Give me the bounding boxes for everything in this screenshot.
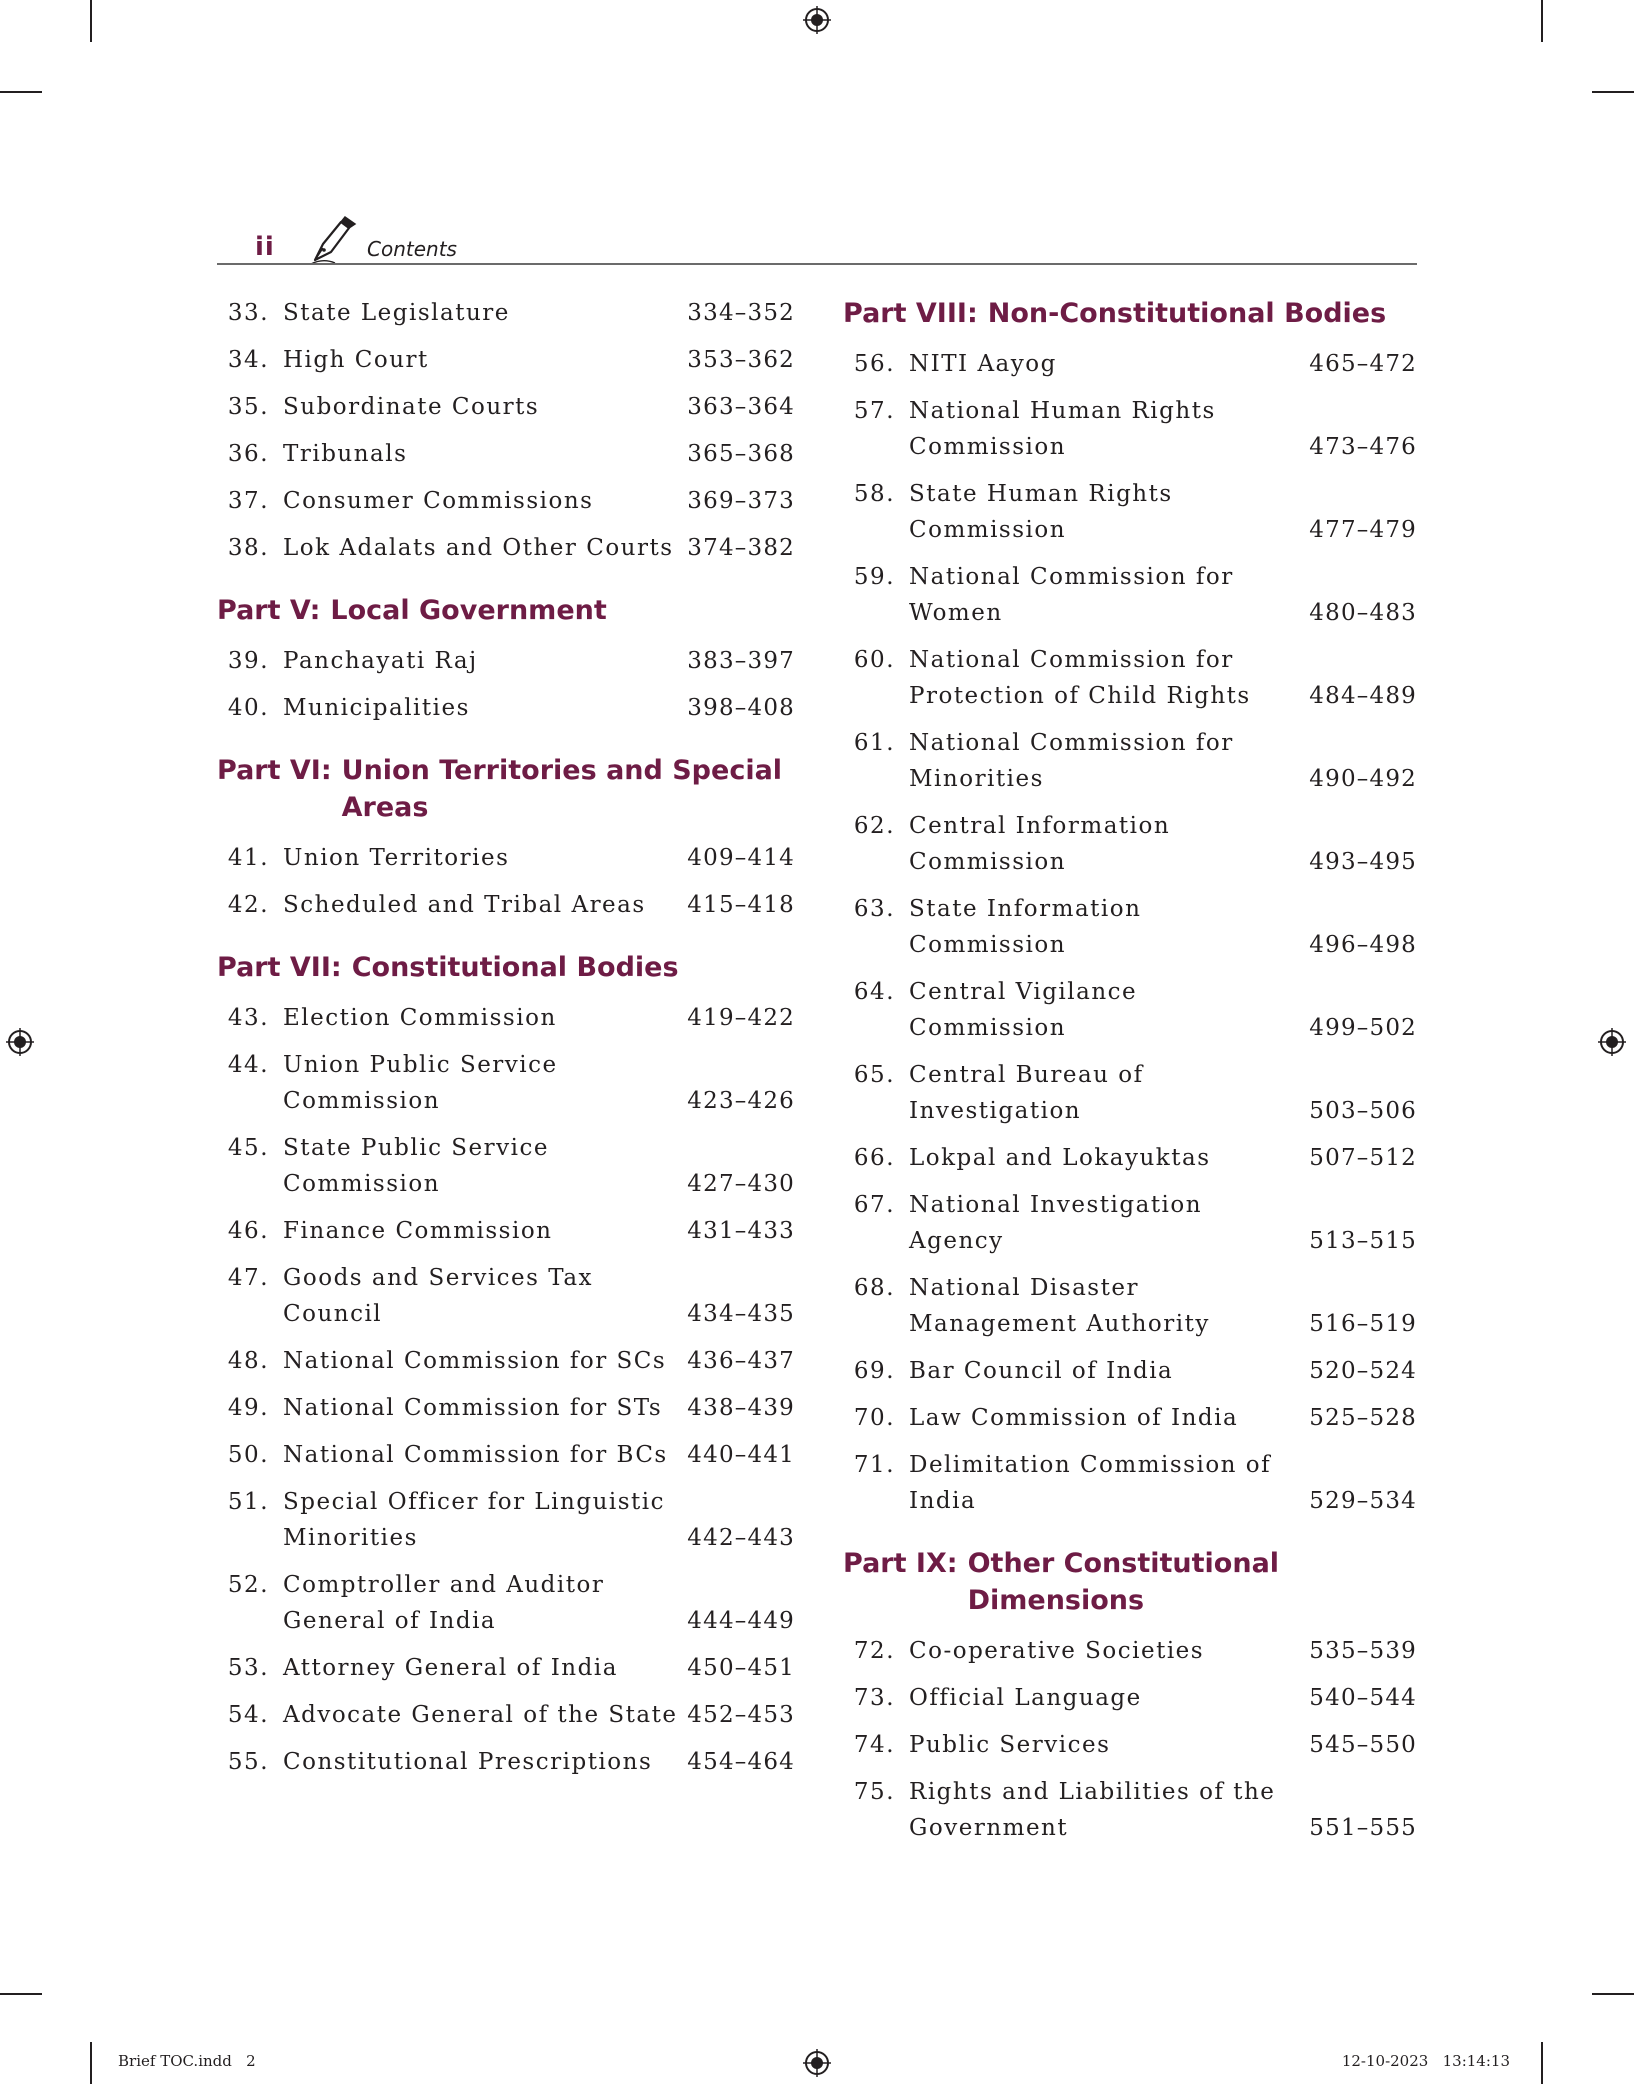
chapter-number: 43. — [227, 1005, 269, 1031]
chapter-number: 62. — [853, 813, 895, 839]
part-title: Constitutional Bodies — [351, 952, 679, 983]
toc-entry[interactable] — [843, 1187, 1417, 1259]
toc-entry[interactable] — [843, 891, 1417, 963]
chapter-number: 70. — [853, 1405, 895, 1431]
chapter-title: Official Language — [909, 1685, 1142, 1711]
chapter-title: Municipalities — [283, 695, 470, 721]
page-range: 535–539 — [1309, 1638, 1417, 1664]
page-range: 398–408 — [687, 695, 795, 721]
running-header — [217, 228, 1417, 264]
chapter-number: 42. — [227, 892, 269, 918]
chapter-number: 61. — [853, 730, 895, 756]
chapter-number: 44. — [227, 1052, 269, 1078]
chapter-number: 71. — [853, 1452, 895, 1478]
chapter-title: Special Officer for Linguistic Minorities — [283, 1489, 666, 1551]
toc-entry[interactable] — [843, 808, 1417, 880]
page-range: 427–430 — [687, 1171, 795, 1197]
registration-mark-icon — [6, 1028, 34, 1056]
toc-entry[interactable] — [217, 1697, 795, 1733]
page-range: 440–441 — [687, 1442, 795, 1468]
chapter-number: 37. — [227, 488, 269, 514]
chapter-title: State Information Commission — [909, 896, 1142, 958]
chapter-number: 67. — [853, 1192, 895, 1218]
toc-entry[interactable] — [843, 1633, 1417, 1669]
toc-entry[interactable] — [843, 1400, 1417, 1436]
page-range: 431–433 — [687, 1218, 795, 1244]
part-label: Part VIII: — [843, 298, 978, 329]
chapter-number: 66. — [853, 1145, 895, 1171]
chapter-title: Rights and Liabilities of the Government — [909, 1779, 1276, 1841]
chapter-title: Central Vigilance Commission — [909, 979, 1138, 1041]
toc-entry[interactable] — [843, 642, 1417, 714]
page-range: 473–476 — [1309, 434, 1417, 460]
page-range: 525–528 — [1309, 1405, 1417, 1431]
chapter-title: Delimitation Commission of India — [909, 1452, 1272, 1514]
chapter-number: 38. — [227, 535, 269, 561]
page-range: 452–453 — [687, 1702, 795, 1728]
chapter-number: 34. — [227, 347, 269, 373]
page-range: 444–449 — [687, 1608, 795, 1634]
page-range: 369–373 — [687, 488, 795, 514]
chapter-number: 72. — [853, 1638, 895, 1664]
toc-entry[interactable] — [843, 725, 1417, 797]
toc-entry[interactable] — [843, 1727, 1417, 1763]
chapter-title: Central Information Commission — [909, 813, 1171, 875]
footer-file-name: Brief TOC.indd 2 — [118, 2052, 256, 2070]
page-range: 374–382 — [687, 535, 795, 561]
page-range: 484–489 — [1309, 683, 1417, 709]
toc-entry[interactable] — [217, 690, 795, 726]
toc-entry[interactable] — [217, 1390, 795, 1426]
chapter-title: National Commission for Protection of Child Rights — [909, 647, 1251, 709]
crop-mark — [0, 91, 42, 93]
page-range: 513–515 — [1309, 1228, 1417, 1254]
chapter-number: 56. — [853, 351, 895, 377]
toc-entry[interactable] — [843, 559, 1417, 631]
toc-entry[interactable] — [217, 1213, 795, 1249]
toc-entry[interactable] — [217, 1343, 795, 1379]
chapter-number: 45. — [227, 1135, 269, 1161]
chapter-title: State Legislature — [283, 300, 510, 326]
toc-entry[interactable] — [217, 1047, 795, 1119]
chapter-title: Law Commission of India — [909, 1405, 1239, 1431]
chapter-number: 53. — [227, 1655, 269, 1681]
toc-entry[interactable] — [843, 393, 1417, 465]
chapter-title: National Commission for STs — [283, 1395, 663, 1421]
toc-entry[interactable] — [217, 1260, 795, 1332]
chapter-number: 59. — [853, 564, 895, 590]
page-range: 477–479 — [1309, 517, 1417, 543]
page-range: 529–534 — [1309, 1488, 1417, 1514]
chapter-title: National Commission for BCs — [283, 1442, 668, 1468]
toc-entry[interactable] — [217, 643, 795, 679]
chapter-number: 36. — [227, 441, 269, 467]
page-range: 419–422 — [687, 1005, 795, 1031]
chapter-title: NITI Aayog — [909, 351, 1057, 377]
chapter-number: 35. — [227, 394, 269, 420]
chapter-number: 33. — [227, 300, 269, 326]
page-range: 516–519 — [1309, 1311, 1417, 1337]
chapter-title: National Investigation Agency — [909, 1192, 1203, 1254]
toc-entry[interactable] — [843, 1774, 1417, 1846]
chapter-number: 39. — [227, 648, 269, 674]
chapter-title: Attorney General of India — [283, 1655, 618, 1681]
page-number: ii — [255, 232, 275, 262]
chapter-number: 69. — [853, 1358, 895, 1384]
page-range: 503–506 — [1309, 1098, 1417, 1124]
chapter-title: Election Commission — [283, 1005, 557, 1031]
crop-mark — [1592, 91, 1634, 93]
chapter-title: Lokpal and Lokayuktas — [909, 1145, 1211, 1171]
page-range: 490–492 — [1309, 766, 1417, 792]
toc-entry[interactable] — [217, 342, 795, 378]
chapter-title: Advocate General of the State — [283, 1702, 678, 1728]
chapter-title: National Commission for SCs — [283, 1348, 667, 1374]
chapter-number: 68. — [853, 1275, 895, 1301]
page-range: 423–426 — [687, 1088, 795, 1114]
chapter-title: Union Territories — [283, 845, 510, 871]
crop-mark — [0, 1993, 42, 1995]
chapter-title: Panchayati Raj — [283, 648, 478, 674]
toc-entry[interactable] — [217, 483, 795, 519]
chapter-title: Constitutional Prescriptions — [283, 1749, 653, 1775]
part-label: Part V: — [217, 595, 321, 626]
page-range: 438–439 — [687, 1395, 795, 1421]
chapter-title: National Human Rights Commission — [909, 398, 1216, 460]
part-heading — [843, 295, 1417, 332]
page-range: 507–512 — [1309, 1145, 1417, 1171]
chapter-title: National Disaster Management Authority — [909, 1275, 1210, 1337]
toc-left-column — [217, 295, 795, 1791]
chapter-title: Comptroller and Auditor General of India — [283, 1572, 605, 1634]
chapter-title: State Human Rights Commission — [909, 481, 1173, 543]
page-range: 499–502 — [1309, 1015, 1417, 1041]
chapter-title: Public Services — [909, 1732, 1111, 1758]
page-range: 365–368 — [687, 441, 795, 467]
crop-mark — [90, 0, 92, 42]
chapter-title: Finance Commission — [283, 1218, 553, 1244]
chapter-title: Co-operative Societies — [909, 1638, 1205, 1664]
toc-entry[interactable] — [843, 1680, 1417, 1716]
chapter-title: High Court — [283, 347, 429, 373]
toc-entry[interactable] — [217, 1484, 795, 1556]
page-range: 454–464 — [687, 1749, 795, 1775]
chapter-number: 46. — [227, 1218, 269, 1244]
chapter-number: 74. — [853, 1732, 895, 1758]
page-range: 409–414 — [687, 845, 795, 871]
toc-entry[interactable] — [217, 530, 795, 566]
toc-entry[interactable] — [843, 1140, 1417, 1176]
chapter-title: Tribunals — [283, 441, 408, 467]
page-range: 436–437 — [687, 1348, 795, 1374]
page-range: 442–443 — [687, 1525, 795, 1551]
chapter-number: 50. — [227, 1442, 269, 1468]
part-label: Part VII: — [217, 952, 342, 983]
part-title: Local Government — [330, 595, 607, 626]
chapter-number: 47. — [227, 1265, 269, 1291]
toc-entry[interactable] — [843, 476, 1417, 548]
part-label: Part VI: — [217, 755, 332, 786]
chapter-number: 60. — [853, 647, 895, 673]
page-range: 520–524 — [1309, 1358, 1417, 1384]
header-rule — [217, 263, 1417, 265]
page-range: 496–498 — [1309, 932, 1417, 958]
page-range: 434–435 — [687, 1301, 795, 1327]
toc-entry[interactable] — [217, 295, 795, 331]
part-label: Part IX: — [843, 1548, 958, 1579]
part-heading — [843, 1545, 1417, 1619]
chapter-title: National Commission for Minorities — [909, 730, 1234, 792]
toc-entry[interactable] — [217, 1744, 795, 1780]
chapter-number: 40. — [227, 695, 269, 721]
page-range: 353–362 — [687, 347, 795, 373]
page-range: 493–495 — [1309, 849, 1417, 875]
chapter-title: Bar Council of India — [909, 1358, 1174, 1384]
page-range: 363–364 — [687, 394, 795, 420]
chapter-number: 41. — [227, 845, 269, 871]
page-range: 415–418 — [687, 892, 795, 918]
chapter-title: Subordinate Courts — [283, 394, 540, 420]
toc-entry[interactable] — [843, 1057, 1417, 1129]
page-range: 551–555 — [1309, 1815, 1417, 1841]
page-range: 334–352 — [687, 300, 795, 326]
page-range: 480–483 — [1309, 600, 1417, 626]
page-range: 545–550 — [1309, 1732, 1417, 1758]
part-title: Non-Constitutional Bodies — [987, 298, 1387, 329]
chapter-number: 52. — [227, 1572, 269, 1598]
toc-entry[interactable] — [843, 1447, 1417, 1519]
toc-entry[interactable] — [843, 974, 1417, 1046]
page-range: 450–451 — [687, 1655, 795, 1681]
part-heading — [217, 752, 795, 826]
section-label: Contents — [367, 237, 457, 261]
toc-entry[interactable] — [217, 1567, 795, 1639]
chapter-number: 51. — [227, 1489, 269, 1515]
crop-mark — [1541, 2042, 1543, 2084]
chapter-title: National Commission for Women — [909, 564, 1234, 626]
toc-right-column — [843, 295, 1417, 1857]
registration-mark-icon — [803, 2049, 831, 2077]
chapter-number: 55. — [227, 1749, 269, 1775]
chapter-title: Scheduled and Tribal Areas — [283, 892, 646, 918]
chapter-number: 65. — [853, 1062, 895, 1088]
toc-entry[interactable] — [217, 1650, 795, 1686]
chapter-number: 58. — [853, 481, 895, 507]
chapter-number: 48. — [227, 1348, 269, 1374]
chapter-title: Goods and Services Tax Council — [283, 1265, 594, 1327]
chapter-number: 73. — [853, 1685, 895, 1711]
crop-mark — [90, 2042, 92, 2084]
chapter-title: Consumer Commissions — [283, 488, 594, 514]
chapter-number: 54. — [227, 1702, 269, 1728]
chapter-number: 57. — [853, 398, 895, 424]
chapter-number: 49. — [227, 1395, 269, 1421]
footer-timestamp: 12-10-2023 13:14:13 — [1341, 2052, 1510, 2070]
part-title: Union Territories and Special Areas — [341, 755, 783, 823]
chapter-number: 63. — [853, 896, 895, 922]
part-title: Other Constitutional Dimensions — [967, 1548, 1280, 1616]
toc-entry[interactable] — [217, 1437, 795, 1473]
page-range: 383–397 — [687, 648, 795, 674]
chapter-title: State Public Service Commission — [283, 1135, 549, 1197]
crop-mark — [1592, 1993, 1634, 1995]
toc-entry[interactable] — [217, 1130, 795, 1202]
page-range: 465–472 — [1309, 351, 1417, 377]
part-heading — [217, 949, 795, 986]
page-range: 540–544 — [1309, 1685, 1417, 1711]
toc-entry[interactable] — [843, 346, 1417, 382]
chapter-number: 75. — [853, 1779, 895, 1805]
chapter-title: Central Bureau of Investigation — [909, 1062, 1144, 1124]
toc-entry[interactable] — [217, 436, 795, 472]
fountain-pen-icon — [309, 214, 361, 266]
toc-entry[interactable] — [217, 389, 795, 425]
toc-entry[interactable] — [217, 1000, 795, 1036]
toc-entry[interactable] — [217, 840, 795, 876]
toc-entry[interactable] — [843, 1353, 1417, 1389]
toc-entry[interactable] — [843, 1270, 1417, 1342]
chapter-title: Union Public Service Commission — [283, 1052, 558, 1114]
toc-entry[interactable] — [217, 887, 795, 923]
registration-mark-icon — [803, 6, 831, 34]
chapter-title: Lok Adalats and Other Courts — [283, 535, 674, 561]
crop-mark — [1541, 0, 1543, 42]
part-heading — [217, 592, 795, 629]
registration-mark-icon — [1598, 1028, 1626, 1056]
chapter-number: 64. — [853, 979, 895, 1005]
